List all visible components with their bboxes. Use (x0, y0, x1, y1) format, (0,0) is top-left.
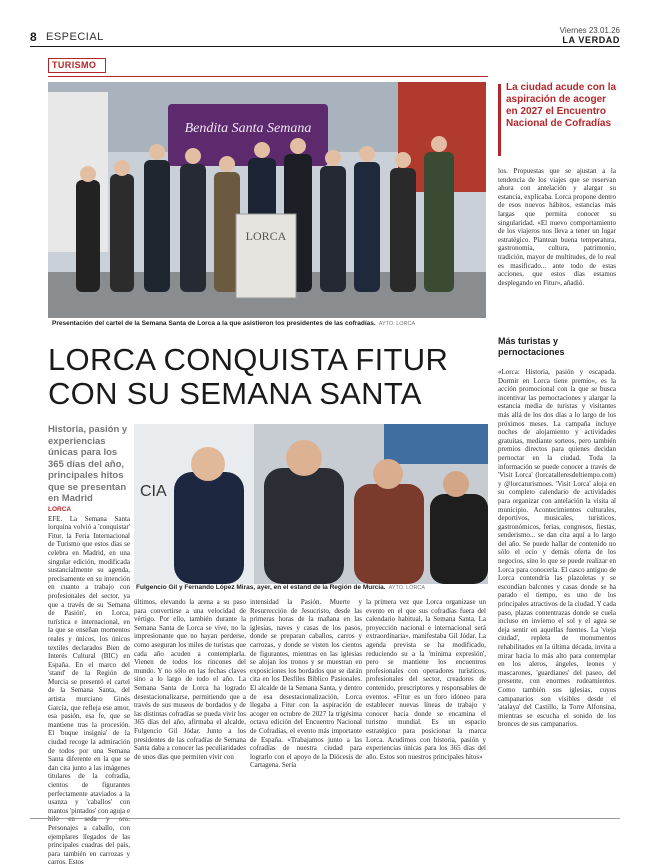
body-column-3: intensidad la Pasión. Muerte y Resurrección de Jesucristo, desde las primeras horas de la mañana en las iglesias, naves y casas de los pasos, donde se preparan caballos, carros y carrozas, y donde se visten los cientos de figurantes, mientras en las iglesias se alojan los tronos y se muestran en exposiciones los bordados que se darán cita en los Desfiles Bíblico Pasionales. El alcalde de la Semana Santa, y dentro de esa desestacionalización, Lorca llegaba a Fitur con la aspiración de acoger en octubre de 2027 la trigésima octava edición del Encuentro Nacional de Cofradías, el evento más importante de España. «Trabajamos junto a las cofradías de nuestra ciudad para lograrlo con el apoyo de la Diócesis de Cartagena. Sería (250, 598, 362, 770)
secondary-photo (134, 424, 488, 584)
pull-quote-box (498, 82, 620, 162)
secondary-photo-caption (136, 584, 486, 591)
section-tag (48, 58, 106, 73)
main-photo-credit: AYTO. LORCA (378, 321, 416, 327)
main-photo-caption-text: Presentación del cartel de la Semana Santa de Lorca a la que asistieron los presidentes de las cofradías. (52, 320, 376, 327)
main-photo-illustration (48, 82, 486, 318)
bottom-rule (30, 818, 620, 819)
poster-text: LORCA (245, 229, 287, 243)
body-column-1 (48, 506, 130, 867)
body-column-2: últimos, elevando la arena a su paso para convertirse a una velocidad de vértigo. Por ello, también durante la Semana Santa de Lorca se vive, no la impresionante que no hayan perderse, como aseguran los miles de turistas que cada año acuden a contemplarla. Vienen de todos los rincones del mundo. Y no sólo en las fechas claves sino a lo largo de todo el año. La Semana Santa de Lorca ha logrado desestacionalizarse, permitiendo que a través de sus museos de bordados y de las distintas cofradías se pueda vivir los 365 días del año, afirmaba el alcalde, Fulgencio Gil Jódar. Junto a los presidentes de las cofradías de Semana Santa daba a conocer las peculiaridades de unos días que permiten vivir con (134, 598, 246, 761)
body-column-1-text: EFE. La Semana Santa lorquina volvió a 'conquistar' Fitur, la Feria Internacional de Turismo que estos días se celebra en Madrid, en una singular edición, modificada sustancialmente su agenda, precisamente en su intención en cuanto a trabajo con profesionales del sector, ya que a través de su 'Semana de Pasión', en Lorca, turística e internacional, en la que se enseñan momentos reales y únicos, los únicos textiles declarados Bien de Interés Cultural (BIC) en España. En el marco del 'stand' de la Región de Murcia se presentó el cartel de la Semana Santa, del artista murciano Ginés García, que refleja ese amor, esa pasión, esa fe, que se mantiene tras la procesión. El 'buque insignia' de la ciudad recoge la admiración de todos por una Semana Santa diferente en la que se dan cita junto a las imágenes titulares de la cofradía, cientos de figurantes perfectamente ataviados a la usanza y 'caballos' con mantos 'pintados' con aguja e hilo en seda y oro. Personajes a caballo, con ejemplares llegados de las principales cuadras del país, para también en carrozas y carros. Estos (48, 514, 130, 867)
page-number: 8 (30, 30, 37, 44)
main-photo-caption (52, 320, 482, 327)
page-header (30, 26, 620, 47)
secondary-photo-illustration (134, 424, 488, 584)
secondary-photo-caption-text: Fulgencio Gil y Fernando López Miras, ayer, en el estand de la Región de Murcia. (136, 584, 386, 591)
headline-line-1: LORCA CONQUISTA FITUR (48, 342, 449, 377)
newspaper-name: LA VERDAD (562, 35, 620, 45)
byline: LORCA (48, 506, 72, 513)
section-tag-label: TURISMO (52, 60, 97, 70)
stand-text: CIA (140, 483, 167, 500)
headline (48, 343, 488, 411)
headline-line-2: CON SU SEMANA SANTA (48, 376, 422, 411)
body-column-6: «Lorca: Historia, pasión y escapada. Dormir en Lorca tiene premio», es la acción promocional con la que se busca incentivar las pernoctaciones y alargar la estancia media de turistas y visitantes más allá de los dos días a lo largo de los próximos meses. La campaña incluye noches de alojamiento y actividades gratuitas, mediante sorteos, pero también premios directos para quienes decidan pernoctar en la ciudad. Toda la información se puede conocer a través de 'Visit Lorca' (lorcatalleresdeltiempo.com) y @lorcaturismoes. 'Visit Lorca' aloja en su completo calendario de actividades para organizar con antelación la visita al municipio. Acontecimientos culturales, deportivos, musicales, turísticos, gastronómicos, ferias, congresos, fiestas, senderismo... se dan cita aquí a lo largo del año. Se puede hallar de contenido no sólo el ocio y demás oferta de los negocios, sino lo que se puede realizar en Lorca para conocerla. El casco antiguo de Lorca contendría las plazoletas y se escondían balcones y casas donde se ha parado el tiempo, es uno de los principales atractivos de la ciudad. Y cada paso, plazas contentrazas donde se cuela incluso en invierno el sol y el agua se deja sentir en aquellas fuentes. La 'vieja ciudad', repleta de monumentos rehabilitados en la última década, invita a mirar hacia lo más alto para contemplar en los aleros, ángeles, leones y mascarones, 'guardianes' del paseo, del presente, con enormes rodeamientos. Como también sus iglesias, cuyos campanarios son visibles desde el 'atalaya' del Castillo, la Torre Alfonsina, mientras se escucha el sonido de los bronces de sus campanarios. (498, 368, 616, 729)
side-subheading: Más turistas y pernoctaciones (498, 336, 565, 357)
issue-date: Viernes 23.01.26 (559, 26, 620, 35)
body-column-4: la primera vez que Lorca organizase un evento en el que sus cofradías fuera del calendario habitual, la Semana Santa. La proyección nacional e internacional será extraordinaria», manifestaba Gil Jódar. La agenda prevista se ha modificado, reduciendo su a la 'mínima expresión', pero se mantiene los encuentros profesionales con operadores turísticos, profesionales del sector, creadores de contenido, prescriptores y responsables de eventos. «Fitur es un foro idóneo para establecer nuevas líneas de trabajo y conocer hacia donde se encamina el turismo mundial. Es un espacio estratégico para posicionar la marca Lorca. Acudimos con historia, pasión y experiencias únicas para los 365 días del año. Estos son nuestros principales hitos» (366, 598, 486, 761)
main-photo (48, 82, 486, 318)
pull-quote-text: La ciudad acude con la aspiración de acoger en 2027 el Encuentro Nacional de Cofradías (506, 82, 617, 129)
banner-text: Bendita Santa Semana (184, 121, 312, 136)
pull-quote-bar (498, 84, 501, 156)
section-label: ESPECIAL (46, 31, 104, 43)
top-rule (48, 76, 488, 77)
secondary-photo-credit: AYTO. LORCA (388, 585, 426, 591)
body-column-5: los. Propuestas que se ajustan a la tendencia de los viajes que se reservan ahora con antelación y alargar su estancia, explicaba. Lorca propone dentro de esos nuevos hábitos, estancias más largas que permita conocer su singularidad. «El nuevo comportamiento de los viajeros nos lleva a tener un lugar estratégico. Plantean buena temperatura, gastronomía, cultura, patrimonio, tradición, mayor de multitudes, de lo real es masificado... ante todo de estas acciones, que estos días estamos desplegando en Fitur», añadió. (498, 167, 616, 287)
subheadline: Historia, pasión y experiencias únicas para los 365 días del año, principales hitos que se presentan en Madrid (48, 424, 128, 504)
